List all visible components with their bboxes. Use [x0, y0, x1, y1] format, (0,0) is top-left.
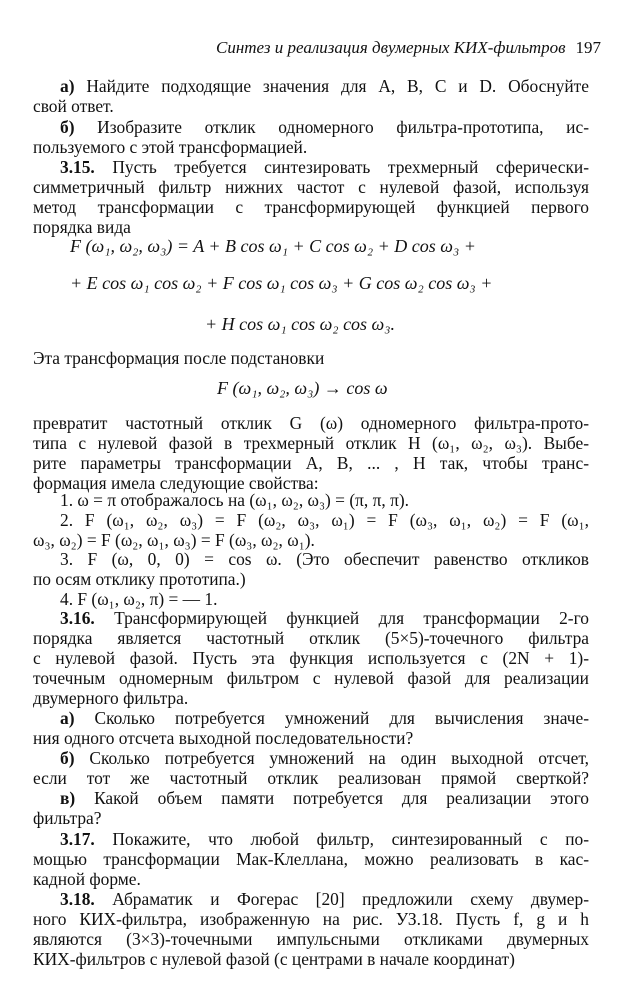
- problem-3-16-line-1: [60, 608, 589, 628]
- equation-1-line-2: + E cos ω₁ cos ω₂ + F cos ω₁ cos ω₃ + G cos ω₂ cos ω₃ +: [70, 273, 493, 293]
- problem-3-18-text-1: Абраматик и Фогерас [20] предложили схему двумер-: [112, 889, 589, 909]
- question-c-line-1: [60, 788, 589, 808]
- equation-2: F (ω₁, ω₂, ω₃) → cos ω: [217, 378, 388, 398]
- problem-3-18-label: 3.18.: [60, 889, 95, 909]
- problem-3-16-line-2: порядка является частотный отклик (5×5)-точечного фильтра: [33, 628, 589, 648]
- property-2-line-1: 2. F (ω₁, ω₂, ω₃) = F (ω₂, ω₃, ω₁) = F (ω₃, ω₁, ω₂) = F (ω₁,: [60, 510, 589, 530]
- item-a-text-1: Найдите подходящие значения для A, B, C и D. Обоснуйте: [86, 76, 589, 96]
- problem-3-15-label: 3.15.: [60, 157, 95, 177]
- question-b-line-1: [60, 748, 589, 768]
- property-2-line-2: ω₃, ω₂) = F (ω₂, ω₁, ω₃) = F (ω₃, ω₂, ω₁).: [33, 530, 315, 550]
- paragraph-2-line-1: превратит частотный отклик G (ω) одномерного фильтра-прото-: [33, 413, 589, 433]
- question-c-label: в): [60, 788, 76, 808]
- property-1: 1. ω = π отображалось на (ω₁, ω₂, ω₃) = (π, π, π).: [60, 490, 409, 510]
- item-b-text-1: Изобразите отклик одномерного фильтра-прототипа, ис-: [97, 117, 589, 137]
- problem-3-15-text-1: Пусть требуется синтезировать трехмерный сферически-: [112, 157, 589, 177]
- paragraph-2-line-4: формация имела следующие свойства:: [33, 473, 319, 493]
- problem-3-16-line-3: с нулевой фазой. Пусть эта функция используется с (2N + 1)-: [33, 648, 589, 668]
- property-4: 4. F (ω₁, ω₂, π) = — 1.: [60, 589, 218, 609]
- property-3-line-1: 3. F (ω, 0, 0) = cos ω. (Это обеспечит равенство откликов: [60, 549, 589, 569]
- problem-3-17-line-3: кадной форме.: [33, 869, 141, 889]
- question-c-line-2: фильтра?: [33, 808, 102, 828]
- equation-1-line-3: + H cos ω₁ cos ω₂ cos ω₃.: [205, 314, 396, 334]
- running-header: [216, 38, 602, 58]
- problem-3-15-line-4: порядка вида: [33, 217, 131, 237]
- problem-3-15-line-2: симметричный фильтр нижних частот с нулевой фазой, используя: [33, 177, 589, 197]
- problem-3-16-line-5: двумерного фильтра.: [33, 688, 189, 708]
- problem-3-15-line-3: метод трансформации с трансформирующей функцией первого: [33, 197, 589, 217]
- item-a-line-1: [60, 76, 589, 96]
- problem-3-18-line-3: являются (3×3)-точечными импульсными откликами двумерных: [33, 929, 589, 949]
- problem-3-18-line-2: ного КИХ-фильтра, изображенную на рис. УЗ.18. Пусть f, g и h: [33, 909, 589, 929]
- running-title: Синтез и реализация двумерных КИХ-фильтров: [216, 38, 566, 57]
- question-b-line-2: если тот же частотный отклик реализован прямой сверткой?: [33, 768, 589, 788]
- item-a-label: а): [60, 76, 75, 96]
- problem-3-17-label: 3.17.: [60, 829, 95, 849]
- question-b-label: б): [60, 748, 75, 768]
- question-b-text-1: Сколько потребуется умножений на один выходной отсчет,: [89, 748, 589, 768]
- problem-3-17-line-2: мощью трансформации Мак-Клеллана, можно реализовать в кас-: [33, 849, 589, 869]
- text-after-equation-1: Эта трансформация после подстановки: [33, 348, 325, 368]
- question-a-line-1: [60, 708, 589, 728]
- paragraph-2-line-3: рите параметры трансформации A, B, ... , H так, чтобы транс-: [33, 453, 589, 473]
- page-number: 197: [575, 38, 602, 57]
- problem-3-16-line-4: точечным одномерным фильтром с нулевой фазой для реализации: [33, 668, 589, 688]
- problem-3-18-line-4: КИХ-фильтров с нулевой фазой (с центрами в начале координат): [33, 949, 515, 969]
- question-a-label: а): [60, 708, 75, 728]
- equation-1-line-1: F (ω₁, ω₂, ω₃) = A + B cos ω₁ + C cos ω₂ + D cos ω₃ +: [70, 236, 476, 256]
- item-a-line-2: свой ответ.: [33, 96, 114, 116]
- problem-3-17-text-1: Покажите, что любой фильтр, синтезированный с по-: [112, 829, 589, 849]
- item-b-line-2: пользуемого с этой трансформацией.: [33, 137, 308, 157]
- item-b-label: б): [60, 117, 75, 137]
- property-3-line-2: по осям отклику прототипа.): [33, 569, 246, 589]
- problem-3-15-line-1: [60, 157, 589, 177]
- question-c-text-1: Какой объем памяти потребуется для реализации этого: [94, 788, 589, 808]
- problem-3-17-line-1: [60, 829, 589, 849]
- problem-3-16-label: 3.16.: [60, 608, 95, 628]
- problem-3-18-line-1: [60, 889, 589, 909]
- question-a-text-1: Сколько потребуется умножений для вычисления значе-: [94, 708, 589, 728]
- item-b-line-1: [60, 117, 589, 137]
- problem-3-16-text-1: Трансформирующей функцией для трансформации 2-го: [114, 608, 589, 628]
- paragraph-2-line-2: типа с нулевой фазой в трехмерный отклик H (ω₁, ω₂, ω₃). Выбе-: [33, 433, 589, 453]
- question-a-line-2: ния одного отсчета выходной последовательности?: [33, 728, 414, 748]
